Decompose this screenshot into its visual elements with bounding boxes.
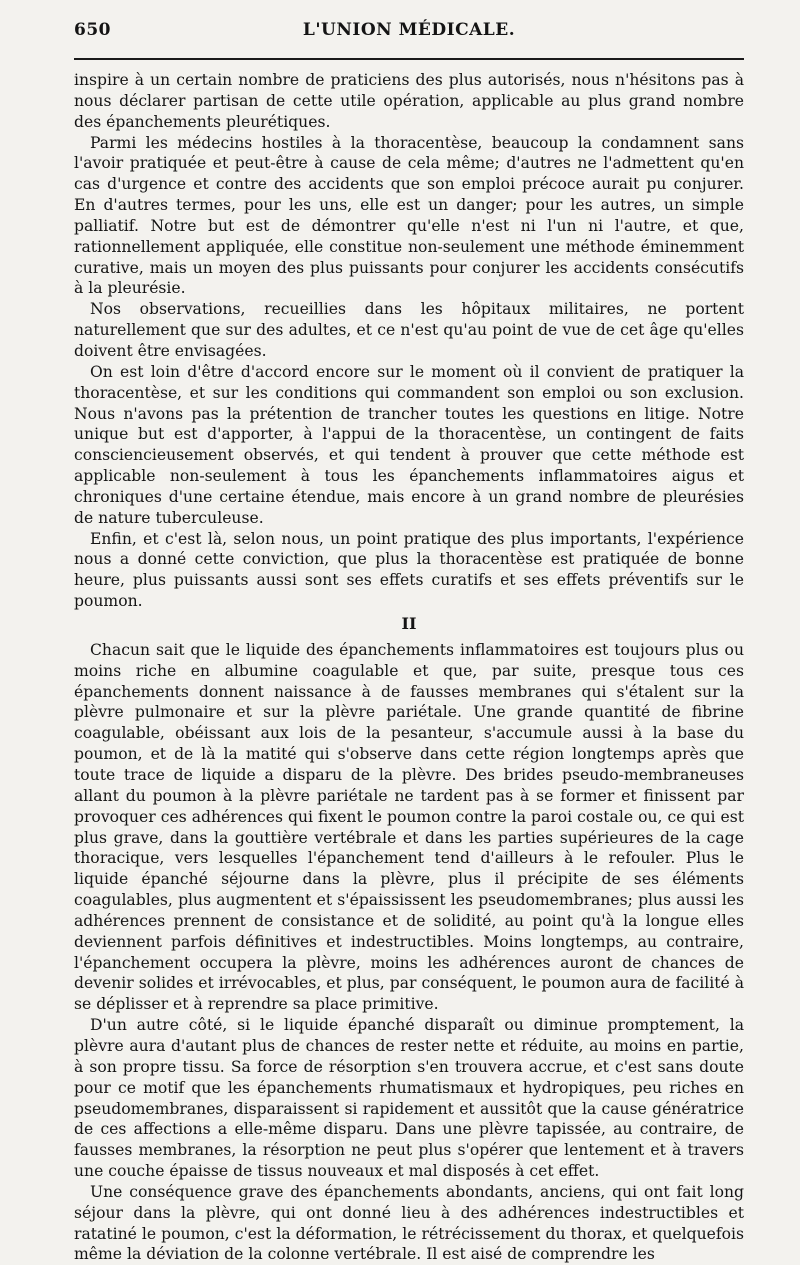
paragraph: Enfin, et c'est là, selon nous, un point pratique des plus importants, l'expérience nous a donné cette conviction, que plus la thoracentèse est pratiquée de bonne heure, plus puissants aussi sont ses effets curatifs et ses effets préventifs sur le poumon. xyxy=(74,529,744,611)
paragraph: Parmi les médecins hostiles à la thoracentèse, beaucoup la condamnent sans l'avoir pratiquée et peut-être à cause de cela même; d'autres ne l'admettent qu'en cas d'urgence et contre des accidents que son emploi précoce aurait pu conjurer. En d'autres termes, pour les uns, elle est un danger; pour les autres, un simple palliatif. Notre but est de démontrer qu'elle n'est ni l'un ni l'autre, et que, rationnellement appliquée, elle constitue non-seulement une méthode éminemment curative, mais un moyen des plus puissants pour conjurer les accidents consécutifs à la pleurésie. xyxy=(74,133,744,298)
paragraph: Une conséquence grave des épanchements abondants, anciens, qui ont fait long séjour dans la plèvre, qui ont donné lieu à des adhérences indestructibles et ratatiné le poumon, c'est la déformation, le rétrécissement du thorax, et quelquefois même la déviation de la colonne vertébrale. Il est aisé de comprendre les xyxy=(74,1182,744,1264)
header-rule xyxy=(74,58,744,60)
paragraph: D'un autre côté, si le liquide épanché disparaît ou diminue promptement, la plèvre aura d'autant plus de chances de rester nette et réduite, au moins en partie, à son propre tissu. Sa force de résorption s'en trouvera accrue, et c'est sans doute pour ce motif que les épanchements rhumatismaux et hydropiques, peu riches en pseudomembranes, disparaissent si rapidement et aussitôt que la cause génératrice de ces affections a elle-même disparu. Dans une plèvre tapissée, au contraire, de fausses membranes, la résorption ne peut plus s'opérer que lentement et à travers une couche épaisse de tissus nouveaux et mal disposés à cet effet. xyxy=(74,1016,744,1181)
paragraph: Nos observations, recueillies dans les hôpitaux militaires, ne portent naturellement que sur des adultes, et ce n'est qu'au point de vue de cet âge qu'elles doivent être envisagées. xyxy=(74,300,744,360)
running-title: L'UNION MÉDICALE. xyxy=(302,20,516,40)
paragraph: On est loin d'être d'accord encore sur le moment où il convient de pratiquer la thoracentèse, et sur les conditions qui commandent son emploi ou son exclusion. Nous n'avons pas la prétention de trancher toutes les questions en litige. Notre unique but est d'apporter, à l'appui de la thoracentèse, un contingent de faits consciencieusement observés, et qui tendent à prouver que cette méthode est applicable non-seulement à tous les épanchements inflammatoires aigus et chroniques d'une certaine étendue, mais encore à un grand nombre de pleurésies de nature tuberculeuse. xyxy=(74,362,744,527)
page-number: 650 xyxy=(74,20,111,40)
page-header xyxy=(74,18,744,42)
article-body xyxy=(74,70,744,1265)
paragraph: Chacun sait que le liquide des épanchements inflammatoires est toujours plus ou moins riche en albumine coagulable et que, par suite, presque tous ces épanchements donnent naissance à de fausses membranes qui s'étalent sur la plèvre pulmonaire et sur la plèvre pariétale. Une grande quantité de fibrine coagulable, obéissant aux lois de la pesanteur, s'accumule aussi à la base du poumon, et de là la matité qui s'observe dans cette région longtemps après que toute trace de liquide a disparu de la plèvre. Des brides pseudo-membraneuses allant du poumon à la plèvre pariétale ne tardent pas à se former et finissent par provoquer ces adhérences qui fixent le poumon contre la paroi costale ou, ce qui est plus grave, dans la gouttière vertébrale et dans les parties supérieures de la cage thoracique, vers lesquelles l'épanchement tend d'ailleurs à le refouler. Plus le liquide épanché séjourne dans la plèvre, plus il précipite de ses éléments coagulables, plus augmentent et s'épaississent les pseudomembranes; plus aussi les adhérences prennent de consistance et de solidité, au point qu'à la longue elles deviennent parfois définitives et indestructibles. Moins longtemps, au contraire, l'épanchement occupera la plèvre, moins les adhérences auront de chances de devenir solides et irrévocables, et plus, par conséquent, le poumon aura de facilité à se déplisser et à reprendre sa place primitive. xyxy=(74,640,744,1014)
paragraph: inspire à un certain nombre de praticiens des plus autorisés, nous n'hésitons pas à nous déclarer partisan de cette utile opération, applicable au plus grand nombre des épanchements pleurétiques. xyxy=(74,71,744,131)
section-heading: II xyxy=(401,613,417,633)
